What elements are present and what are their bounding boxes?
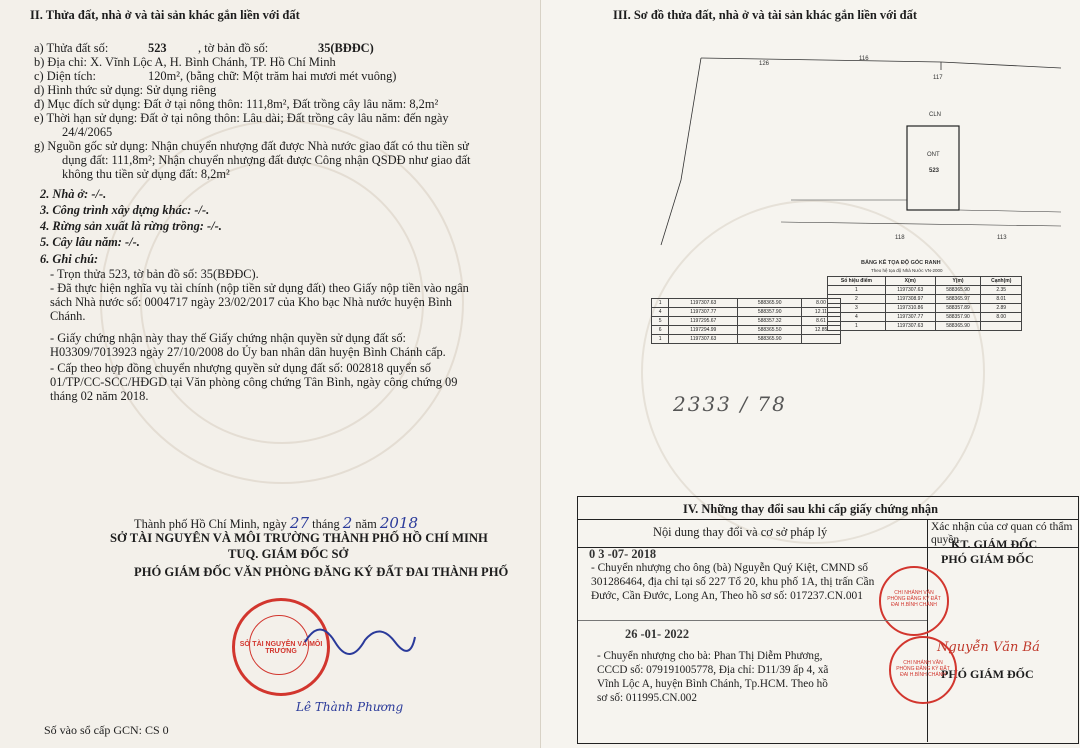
change1-line: Đước, Cần Đước, Long An, Theo hồ sơ số: 017237.CN.001 [591, 590, 863, 602]
signature-authority: TUQ. GIÁM ĐỐC SỞ [228, 547, 349, 561]
table-row: 1 1197307.63 588365.90 8.00 [652, 299, 841, 308]
table-row: 5 1197295.67 588357.32 8.61 [652, 317, 841, 326]
note-line: tháng 02 năm 2018. [50, 389, 149, 403]
item-trees: 5. Cây lâu năm: -/-. [40, 235, 140, 249]
ont-label: ONT [927, 152, 940, 158]
branch-stamp-1: CHI NHÁNH VĂN PHÒNG ĐĂNG KÝ ĐẤT ĐAI H.BÌNH CHÁNH [879, 566, 949, 636]
use-purpose: đ) Mục đích sử dụng: Đất ở tại nông thôn: 111,8m², Đất trồng cây lâu năm: 8,2m² [34, 97, 439, 111]
note-line: Chánh. [50, 309, 86, 323]
table-row: 4 1197307.77 588357.90 12.11 [652, 308, 841, 317]
note-line: - Đã thực hiện nghĩa vụ tài chính (nộp tiền sử dụng đất) theo Giấy nộp tiền vào ngân [50, 281, 469, 295]
parcel-map [641, 50, 1061, 250]
item-house: 2. Nhà ở: -/-. [40, 187, 107, 201]
change1-title2: PHÓ GIÁM ĐỐC [941, 552, 1034, 566]
note-line: 01/TP/CC-SCC/HĐGD tại Văn phòng công chứng Tân Bình, ngày công chứng 09 [50, 375, 458, 389]
note-line: H03309/7013923 ngày 27/10/2008 do Ủy ban nhân dân huyện Bình Chánh cấp. [50, 345, 446, 359]
coord-table-left [651, 298, 841, 344]
col-content: Nội dung thay đổi và cơ sở pháp lý [653, 525, 828, 539]
section-title: II. Thửa đất, nhà ở và tài sản khác gắn liền với đất [30, 8, 300, 22]
table-row: 1 1197307.63 588365.90 [828, 322, 1022, 331]
watermark-seal [641, 200, 985, 544]
neighbor-113: 113 [997, 235, 1007, 241]
table-row: 6 1197294.99 588365.50 12.85 [652, 326, 841, 335]
section-title: III. Sơ đồ thửa đất, nhà ở và tài sản khác gắn liền với đất [613, 8, 918, 22]
change2-signer: Nguyễn Văn Bá [937, 640, 1040, 655]
change1-line: 301286464, địa chỉ tại số 227 Tổ 20, khu phố 1A, thị trấn Cần [591, 576, 875, 588]
change2-date: 26 -01- 2022 [625, 627, 690, 641]
issue-date: Thành phố Hồ Chí Minh, ngày 27 tháng 2 năm 2018 [134, 514, 419, 532]
right-page [540, 0, 1080, 748]
neighbor-118: 118 [895, 235, 905, 241]
signature-org: SỞ TÀI NGUYÊN VÀ MÔI TRƯỜNG THÀNH PHỐ HỒ CHÍ MINH [110, 531, 488, 545]
item-forest: 4. Rừng sản xuất là rừng trồng: -/-. [40, 219, 222, 233]
note-line: - Cấp theo hợp đồng chuyển nhượng quyền sử dụng đất số: 002818 quyển số [50, 361, 432, 375]
table-row: 4 1197307.77 588357.90 8.00 [828, 313, 1022, 322]
change2-line: - Chuyển nhượng cho bà: Phan Thị Diễm Phương, [597, 650, 823, 662]
use-term: e) Thời hạn sử dụng: Đất ở tại nông thôn: Lâu dài; Đất trồng cây lâu năm: đến ngày [34, 111, 449, 125]
coord-table-right [827, 276, 1022, 331]
parcel-number: 523 [148, 41, 167, 55]
table-row: 2 1197308.97 588365.97 8.01 [828, 295, 1022, 304]
cln-label: CLN [929, 112, 942, 118]
area-value: 120m², (bằng chữ: Một trăm hai mươi mét vuông) [148, 69, 397, 83]
handwritten-number: 2333 / 78 [673, 392, 787, 416]
coord-subtitle: Theo hệ tọa độ Nhà Nước VN-2000 [871, 268, 943, 273]
origin-line-2: dụng đất: 111,8m²; Nhận chuyển nhượng đất được Công nhận QSDĐ như giao đất [62, 153, 471, 167]
neighbor-116: 116 [859, 56, 869, 62]
change2-line: sơ số: 011995.CN.002 [597, 692, 697, 704]
row-divider [578, 620, 927, 621]
sheet-label: , tờ bản đồ số: [198, 41, 269, 55]
item-construction: 3. Công trình xây dựng khác: -/-. [40, 203, 210, 217]
signature-scribble [300, 612, 420, 662]
area-label: c) Diện tích: [34, 69, 96, 83]
change2-line: CCCD số: 079191005778, Địa chỉ: D11/39 ấp 4, xã [597, 664, 829, 676]
neighbor-117: 117 [933, 75, 943, 81]
coord-title: BẢNG KÊ TỌA ĐỘ GÓC RANH [861, 260, 941, 266]
signer-name: Lê Thành Phương [296, 700, 404, 714]
change1-line: - Chuyển nhượng cho ông (bà) Nguyễn Quý Kiệt, CMND số [591, 562, 868, 574]
note-line: sách Nhà nước số: 0004717 ngày 23/02/2017 của Kho bạc Nhà nước huyện Bình [50, 295, 452, 309]
change2-title: PHÓ GIÁM ĐỐC [941, 667, 1034, 681]
date-month: 2 [342, 514, 353, 532]
neighbor-126: 126 [759, 61, 770, 67]
origin-line-3: không thu tiền sử dụng đất: 8,2m² [62, 167, 230, 181]
signature-title: PHÓ GIÁM ĐỐC VĂN PHÒNG ĐĂNG KÝ ĐẤT ĐAI THÀNH PHỐ [134, 565, 509, 579]
address-line: b) Địa chỉ: X. Vĩnh Lộc A, H. Bình Chánh, TP. Hồ Chí Minh [34, 55, 336, 69]
parcel-label: 523 [929, 168, 940, 174]
use-term-date: 24/4/2065 [62, 125, 113, 139]
note-line: - Trọn thửa 523, tờ bản đồ số: 35(BĐĐC). [50, 267, 259, 281]
official-red-stamp: SỞ TÀI NGUYÊN VÀ MÔI TRƯỜNG [232, 598, 330, 696]
branch-stamp-2: CHI NHÁNH VĂN PHÒNG ĐĂNG KÝ ĐẤT ĐAI H.BÌNH CHÁNH [889, 636, 957, 704]
registry-number: Số vào sổ cấp GCN: CS 0 [44, 723, 169, 737]
table-header: Số hiệu điểm X(m) Y(m) Cạnh(m) [828, 277, 1022, 286]
date-year: 2018 [379, 514, 419, 532]
date-day: 27 [289, 514, 310, 532]
sheet-number: 35(BĐĐC) [318, 41, 374, 55]
changes-title: IV. Những thay đổi sau khi cấp giấy chứng nhận [683, 502, 938, 516]
change1-date: 0 3 -07- 2018 [589, 547, 657, 561]
change1-title: KT. GIÁM ĐỐC [951, 537, 1038, 551]
parcel-label: a) Thửa đất số: [34, 41, 109, 55]
change2-line: Vĩnh Lộc A, huyện Bình Chánh, Tp.HCM. Theo hồ [597, 678, 828, 690]
note-line: - Giấy chứng nhận này thay thế Giấy chứng nhận quyền sử dụng đất số: [50, 331, 406, 345]
use-form: d) Hình thức sử dụng: Sử dụng riêng [34, 83, 217, 97]
origin-line-1: g) Nguồn gốc sử dụng: Nhận chuyển nhượng đất được Nhà nước giao đất có thu tiền sử [34, 139, 469, 153]
table-row: 3 1197310.86 588357.89 2.89 [828, 304, 1022, 313]
item-notes: 6. Ghi chú: [40, 252, 99, 266]
table-row: 1 1197307.63 588365.90 2.35 [828, 286, 1022, 295]
table-row: 1 1197307.63 588365.90 [652, 335, 841, 344]
col-confirm: Xác nhận của cơ quan có thẩm quyền [931, 521, 1073, 546]
